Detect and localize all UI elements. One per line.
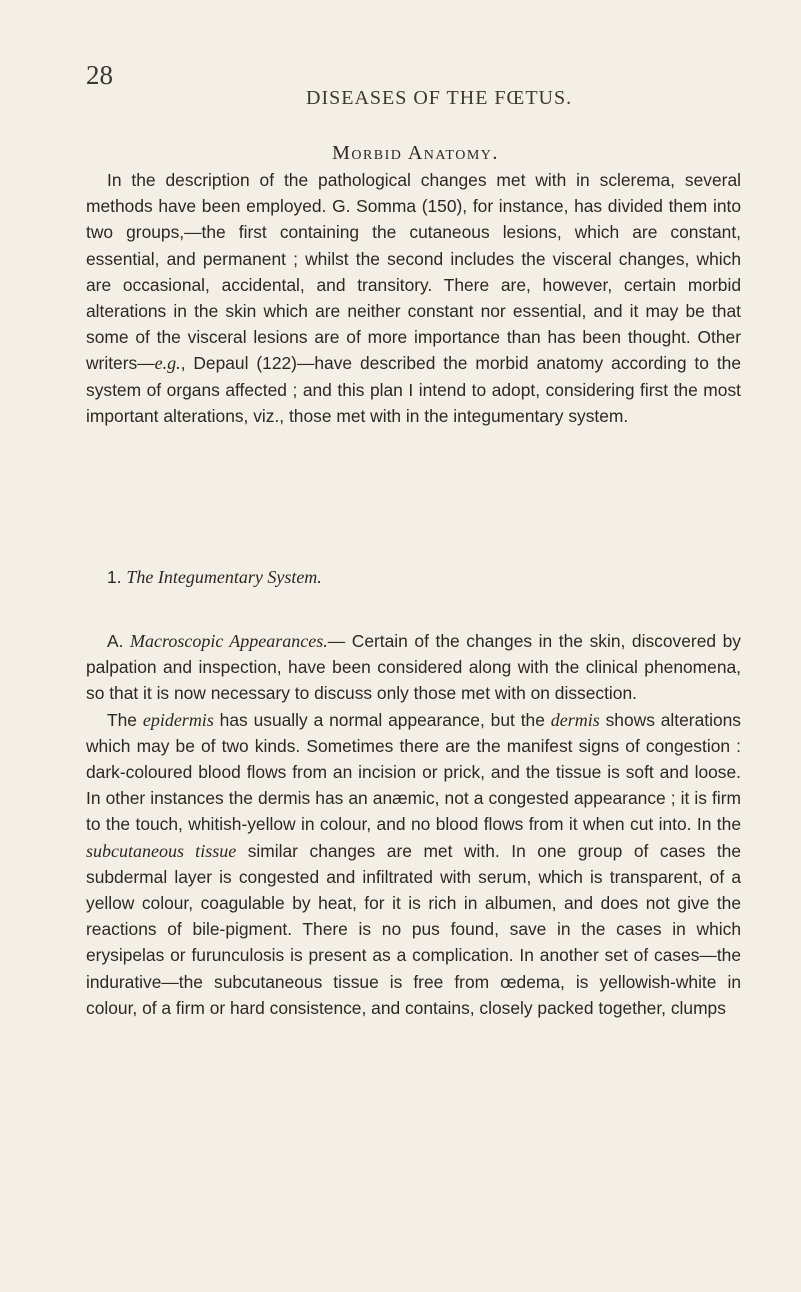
subsection-heading: [86, 564, 741, 590]
epidermis-text-4: similar changes are met with. In one group of cases the subdermal layer is congested and infiltrated with serum, which is transparent, of a yellow colour, coagulable by heat, for it is rich in albumen, and does not give the reactions of bile-pigment. There is no pus found, save in the cases in which erysipelas or furunculosis is present as a complication. In another set of cases—the indurative—the subcutaneous tissue is free from œdema, is yellowish-white in colour, of a firm or hard consistence, and contains, closely packed together, clumps: [86, 840, 742, 1018]
body-text-block: [86, 628, 741, 1021]
epidermis-text-2: has usually a normal appearance, but the: [213, 709, 551, 730]
macroscopic-text: — Certain of the changes in the skin, discovered by palpation and inspection, have been considered along with the clinical phenomena, so that it is now necessary to discuss only those met with on dissection.: [86, 631, 741, 704]
intro-paragraph: [86, 167, 741, 429]
intro-text-2: , Depaul (122)—have described the morbid anatomy according to the system of organs affected ; and this plan I intend to adopt, considering first the most important alterations, viz., those met with in the integumentary system.: [86, 353, 741, 426]
intro-eg: e.g.: [154, 353, 181, 374]
epidermis-paragraph: [86, 707, 741, 1021]
running-head: DISEASES OF THE FŒTUS.: [306, 87, 573, 109]
page-number: 28: [86, 60, 113, 90]
subsection-title: The Integumentary System.: [126, 567, 322, 587]
macroscopic-title: Macroscopic Appearances.: [130, 631, 328, 651]
epidermis-text-3: shows alterations which may be of two kinds. Sometimes there are the manifest signs of congestion : dark-coloured blood flows from an incision or prick, and the tissue is soft and loose. In other instances the dermis has an anæmic, not a congested appearance ; it is firm to the touch, whitish-yellow in colour, and no blood flows from it when cut into. In the: [86, 709, 741, 835]
subsection-number: 1.: [107, 567, 122, 587]
dermis-term: dermis: [550, 709, 600, 730]
subcutaneous-term: subcutaneous tissue: [86, 840, 237, 861]
macroscopic-paragraph: [86, 628, 741, 707]
epidermis-text-1: The: [107, 709, 143, 730]
epidermis-term: epidermis: [142, 709, 214, 730]
intro-text-1: In the description of the pathological changes met with in sclerema, several methods have been employed. G. Somma (150), for instance, has divided them into two groups,—the first containing the cutaneous lesions, which are constant, essential, and permanent ; whilst the second includes the visceral changes, which are occasional, accidental, and transitory. There are, however, certain morbid alterations in the skin which are neither constant nor essential, and it may be that some of the visceral lesions are of more importance than has been thought. Other writers—: [86, 170, 741, 374]
section-title: Morbid Anatomy.: [332, 142, 499, 164]
macroscopic-label: A.: [107, 631, 124, 651]
subsection-heading-block: [86, 564, 741, 590]
intro-paragraph-block: [86, 167, 741, 429]
